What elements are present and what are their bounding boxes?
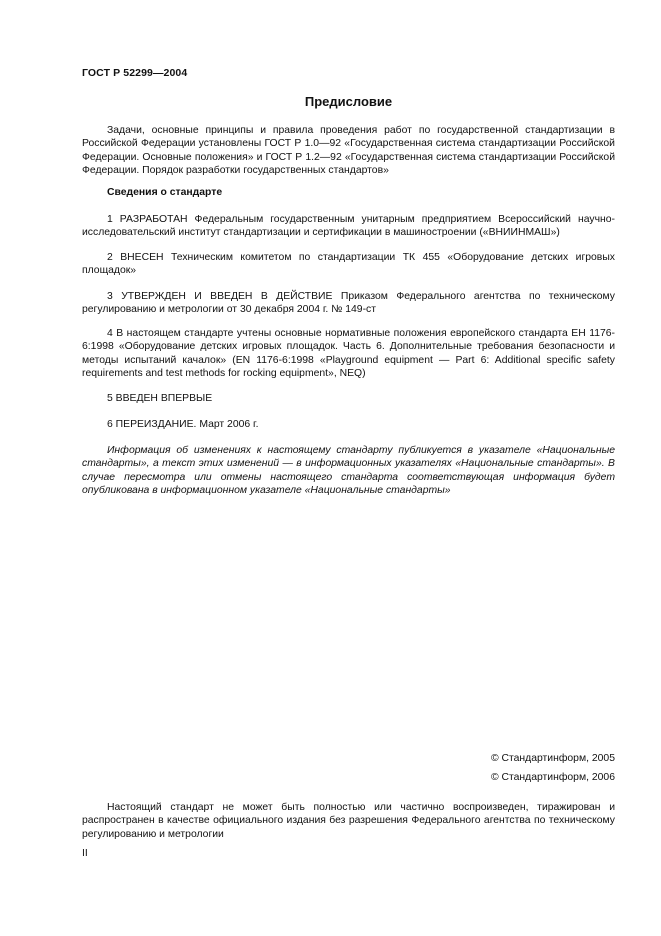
page-title: Предисловие <box>304 94 393 109</box>
section-heading: Сведения о стандарте <box>107 187 223 198</box>
copyright-2006: © Стандартинформ, 2006 <box>490 772 615 783</box>
copyright-2005: © Стандартинформ, 2005 <box>490 753 615 764</box>
page-number: II <box>82 848 88 859</box>
changes-notice: Информация об изменениях к настоящему стандарту публикуется в указателе «Национальные стандарты», а текст этих изменений — в информационных указателях «Национальные стандарты». В случае пересмотра или отмены настоящего стандарта соответствующая информация будет опубликована в информационном указателе «Национальные стандарты» <box>82 445 615 496</box>
item-first-introduced: 5 ВВЕДЕН ВПЕРВЫЕ <box>107 393 213 404</box>
reproduction-notice: Настоящий стандарт не может быть полностью или частично воспроизведен, тиражирован и распространен в качестве официального издания без разрешения Федерального агентства по техническому регулированию и метрологии <box>82 802 615 840</box>
standard-designation: ГОСТ Р 52299—2004 <box>82 67 188 79</box>
item-developed: 1 РАЗРАБОТАН Федеральным государственным унитарным предприятием Всероссийский научно-исследовательский институт стандартизации и сертификации в машиностроении («ВНИИНМАШ») <box>82 214 615 239</box>
item-submitted: 2 ВНЕСЕН Техническим комитетом по стандартизации ТК 455 «Оборудование детских игровых площадок» <box>82 252 615 277</box>
item-reissue: 6 ПЕРЕИЗДАНИЕ. Март 2006 г. <box>107 419 259 430</box>
intro-paragraph: Задачи, основные принципы и правила проведения работ по государственной стандартизации в Российской Федерации установлены ГОСТ Р 1.0—92 «Государственная система стандартизации Российской Федерации. Основные положения» и ГОСТ Р 1.2—92 «Государственная система стандартизации Российской Федерации. Порядок разработки государственных стандартов» <box>82 125 615 176</box>
item-approved: 3 УТВЕРЖДЕН И ВВЕДЕН В ДЕЙСТВИЕ Приказом Федерального агентства по техническому регулированию и метрологии от 30 декабря 2004 г. № 149-ст <box>82 291 615 316</box>
item-harmonization: 4 В настоящем стандарте учтены основные нормативные положения европейского стандарта ЕН 1176-6:1998 «Оборудование детских игровых площадок. Часть 6. Дополнительные требования безопасности и методы испытаний качалок» (EN 1176-6:1998 «Playground equipment — Part 6: Additional specific safety requirements and test methods for rocking equipment», NEQ) <box>82 328 615 379</box>
